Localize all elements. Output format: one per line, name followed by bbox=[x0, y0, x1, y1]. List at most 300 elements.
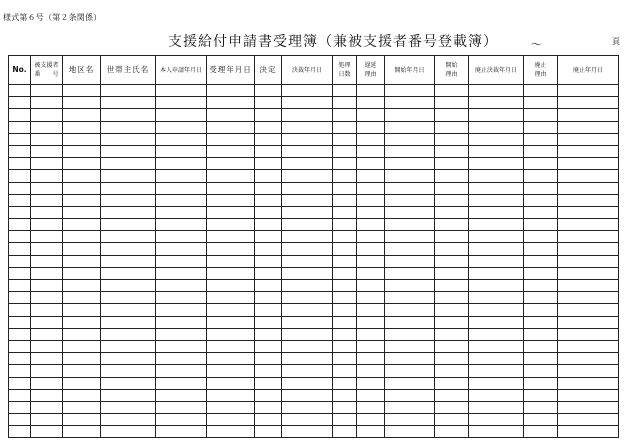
table-cell[interactable] bbox=[524, 304, 558, 316]
table-cell[interactable] bbox=[435, 109, 469, 121]
table-cell[interactable] bbox=[524, 340, 558, 352]
table-cell[interactable] bbox=[469, 267, 524, 279]
table-cell[interactable] bbox=[435, 377, 469, 389]
table-cell[interactable] bbox=[156, 426, 207, 438]
table-cell[interactable] bbox=[435, 182, 469, 194]
table-cell[interactable] bbox=[282, 121, 333, 133]
table-cell[interactable] bbox=[9, 243, 31, 255]
table-cell[interactable] bbox=[469, 353, 524, 365]
table-cell[interactable] bbox=[9, 365, 31, 377]
table-cell[interactable] bbox=[31, 231, 63, 243]
table-cell[interactable] bbox=[469, 426, 524, 438]
table-cell[interactable] bbox=[101, 85, 156, 97]
table-cell[interactable] bbox=[156, 401, 207, 413]
table-cell[interactable] bbox=[63, 353, 101, 365]
table-cell[interactable] bbox=[31, 158, 63, 170]
table-cell[interactable] bbox=[101, 97, 156, 109]
table-cell[interactable] bbox=[156, 280, 207, 292]
table-cell[interactable] bbox=[207, 121, 255, 133]
table-cell[interactable] bbox=[9, 353, 31, 365]
table-cell[interactable] bbox=[31, 353, 63, 365]
table-cell[interactable] bbox=[469, 316, 524, 328]
table-cell[interactable] bbox=[101, 414, 156, 426]
table-cell[interactable] bbox=[469, 121, 524, 133]
table-cell[interactable] bbox=[558, 121, 619, 133]
table-cell[interactable] bbox=[156, 145, 207, 157]
table-cell[interactable] bbox=[156, 255, 207, 267]
table-cell[interactable] bbox=[357, 267, 385, 279]
table-cell[interactable] bbox=[435, 158, 469, 170]
table-cell[interactable] bbox=[255, 292, 282, 304]
table-cell[interactable] bbox=[255, 145, 282, 157]
table-cell[interactable] bbox=[385, 243, 435, 255]
table-cell[interactable] bbox=[357, 109, 385, 121]
table-cell[interactable] bbox=[333, 414, 357, 426]
table-cell[interactable] bbox=[9, 426, 31, 438]
table-cell[interactable] bbox=[207, 414, 255, 426]
table-cell[interactable] bbox=[282, 109, 333, 121]
table-cell[interactable] bbox=[255, 316, 282, 328]
table-cell[interactable] bbox=[282, 280, 333, 292]
table-cell[interactable] bbox=[333, 353, 357, 365]
table-cell[interactable] bbox=[31, 401, 63, 413]
table-cell[interactable] bbox=[255, 365, 282, 377]
table-cell[interactable] bbox=[435, 231, 469, 243]
table-cell[interactable] bbox=[63, 340, 101, 352]
table-cell[interactable] bbox=[282, 328, 333, 340]
table-cell[interactable] bbox=[63, 243, 101, 255]
table-cell[interactable] bbox=[31, 426, 63, 438]
table-cell[interactable] bbox=[558, 377, 619, 389]
table-cell[interactable] bbox=[357, 389, 385, 401]
table-cell[interactable] bbox=[469, 377, 524, 389]
table-cell[interactable] bbox=[524, 353, 558, 365]
table-cell[interactable] bbox=[333, 426, 357, 438]
table-cell[interactable] bbox=[357, 158, 385, 170]
table-cell[interactable] bbox=[31, 377, 63, 389]
table-cell[interactable] bbox=[255, 206, 282, 218]
table-cell[interactable] bbox=[101, 219, 156, 231]
table-cell[interactable] bbox=[207, 97, 255, 109]
table-cell[interactable] bbox=[207, 328, 255, 340]
table-cell[interactable] bbox=[385, 219, 435, 231]
table-cell[interactable] bbox=[333, 145, 357, 157]
table-cell[interactable] bbox=[357, 85, 385, 97]
table-cell[interactable] bbox=[435, 426, 469, 438]
table-cell[interactable] bbox=[558, 304, 619, 316]
table-cell[interactable] bbox=[255, 158, 282, 170]
table-cell[interactable] bbox=[282, 267, 333, 279]
table-cell[interactable] bbox=[524, 267, 558, 279]
table-cell[interactable] bbox=[333, 316, 357, 328]
table-cell[interactable] bbox=[524, 255, 558, 267]
table-cell[interactable] bbox=[31, 340, 63, 352]
table-cell[interactable] bbox=[207, 377, 255, 389]
table-cell[interactable] bbox=[9, 280, 31, 292]
table-cell[interactable] bbox=[357, 182, 385, 194]
table-cell[interactable] bbox=[31, 255, 63, 267]
table-cell[interactable] bbox=[524, 414, 558, 426]
table-cell[interactable] bbox=[469, 133, 524, 145]
table-cell[interactable] bbox=[156, 133, 207, 145]
table-cell[interactable] bbox=[524, 292, 558, 304]
table-cell[interactable] bbox=[31, 109, 63, 121]
table-cell[interactable] bbox=[101, 158, 156, 170]
table-cell[interactable] bbox=[385, 145, 435, 157]
table-cell[interactable] bbox=[524, 231, 558, 243]
table-cell[interactable] bbox=[31, 267, 63, 279]
table-cell[interactable] bbox=[469, 194, 524, 206]
table-cell[interactable] bbox=[558, 267, 619, 279]
table-cell[interactable] bbox=[9, 97, 31, 109]
table-cell[interactable] bbox=[63, 133, 101, 145]
table-cell[interactable] bbox=[63, 219, 101, 231]
table-cell[interactable] bbox=[9, 255, 31, 267]
table-cell[interactable] bbox=[9, 340, 31, 352]
table-cell[interactable] bbox=[385, 280, 435, 292]
table-cell[interactable] bbox=[63, 401, 101, 413]
table-cell[interactable] bbox=[435, 97, 469, 109]
table-cell[interactable] bbox=[333, 340, 357, 352]
table-cell[interactable] bbox=[435, 206, 469, 218]
table-cell[interactable] bbox=[282, 97, 333, 109]
table-cell[interactable] bbox=[255, 133, 282, 145]
table-cell[interactable] bbox=[282, 401, 333, 413]
table-cell[interactable] bbox=[101, 377, 156, 389]
table-cell[interactable] bbox=[385, 267, 435, 279]
table-cell[interactable] bbox=[9, 206, 31, 218]
table-cell[interactable] bbox=[357, 377, 385, 389]
table-cell[interactable] bbox=[469, 389, 524, 401]
table-cell[interactable] bbox=[524, 170, 558, 182]
table-cell[interactable] bbox=[63, 255, 101, 267]
table-cell[interactable] bbox=[558, 365, 619, 377]
table-cell[interactable] bbox=[282, 365, 333, 377]
table-cell[interactable] bbox=[469, 243, 524, 255]
table-cell[interactable] bbox=[63, 280, 101, 292]
table-cell[interactable] bbox=[435, 85, 469, 97]
table-cell[interactable] bbox=[357, 353, 385, 365]
table-cell[interactable] bbox=[524, 280, 558, 292]
table-cell[interactable] bbox=[63, 426, 101, 438]
table-cell[interactable] bbox=[255, 255, 282, 267]
table-cell[interactable] bbox=[63, 85, 101, 97]
table-cell[interactable] bbox=[558, 97, 619, 109]
table-cell[interactable] bbox=[357, 304, 385, 316]
table-cell[interactable] bbox=[255, 170, 282, 182]
table-cell[interactable] bbox=[31, 85, 63, 97]
table-cell[interactable] bbox=[469, 280, 524, 292]
table-cell[interactable] bbox=[63, 145, 101, 157]
table-cell[interactable] bbox=[385, 292, 435, 304]
table-cell[interactable] bbox=[9, 145, 31, 157]
table-cell[interactable] bbox=[435, 414, 469, 426]
table-cell[interactable] bbox=[469, 340, 524, 352]
table-cell[interactable] bbox=[9, 377, 31, 389]
table-cell[interactable] bbox=[9, 316, 31, 328]
table-cell[interactable] bbox=[101, 328, 156, 340]
table-cell[interactable] bbox=[255, 243, 282, 255]
table-cell[interactable] bbox=[31, 194, 63, 206]
table-cell[interactable] bbox=[101, 255, 156, 267]
table-cell[interactable] bbox=[357, 170, 385, 182]
table-cell[interactable] bbox=[333, 219, 357, 231]
table-cell[interactable] bbox=[31, 292, 63, 304]
table-cell[interactable] bbox=[385, 389, 435, 401]
table-cell[interactable] bbox=[207, 353, 255, 365]
table-cell[interactable] bbox=[333, 158, 357, 170]
table-cell[interactable] bbox=[558, 328, 619, 340]
table-cell[interactable] bbox=[101, 340, 156, 352]
table-cell[interactable] bbox=[357, 328, 385, 340]
table-cell[interactable] bbox=[558, 231, 619, 243]
table-cell[interactable] bbox=[435, 304, 469, 316]
table-cell[interactable] bbox=[333, 194, 357, 206]
table-cell[interactable] bbox=[9, 182, 31, 194]
table-cell[interactable] bbox=[207, 194, 255, 206]
table-cell[interactable] bbox=[469, 182, 524, 194]
table-cell[interactable] bbox=[524, 377, 558, 389]
table-cell[interactable] bbox=[333, 121, 357, 133]
table-cell[interactable] bbox=[101, 194, 156, 206]
table-cell[interactable] bbox=[156, 158, 207, 170]
table-cell[interactable] bbox=[31, 316, 63, 328]
table-cell[interactable] bbox=[63, 97, 101, 109]
table-cell[interactable] bbox=[435, 328, 469, 340]
table-cell[interactable] bbox=[31, 182, 63, 194]
table-cell[interactable] bbox=[156, 389, 207, 401]
table-cell[interactable] bbox=[558, 170, 619, 182]
table-cell[interactable] bbox=[558, 194, 619, 206]
table-cell[interactable] bbox=[357, 426, 385, 438]
table-cell[interactable] bbox=[558, 280, 619, 292]
table-cell[interactable] bbox=[63, 328, 101, 340]
table-cell[interactable] bbox=[207, 182, 255, 194]
table-cell[interactable] bbox=[435, 316, 469, 328]
table-cell[interactable] bbox=[469, 231, 524, 243]
table-cell[interactable] bbox=[333, 304, 357, 316]
table-cell[interactable] bbox=[469, 145, 524, 157]
table-cell[interactable] bbox=[524, 85, 558, 97]
table-cell[interactable] bbox=[357, 340, 385, 352]
table-cell[interactable] bbox=[156, 365, 207, 377]
table-cell[interactable] bbox=[63, 304, 101, 316]
table-cell[interactable] bbox=[385, 328, 435, 340]
table-cell[interactable] bbox=[31, 219, 63, 231]
table-cell[interactable] bbox=[435, 292, 469, 304]
table-cell[interactable] bbox=[207, 109, 255, 121]
table-cell[interactable] bbox=[31, 133, 63, 145]
table-cell[interactable] bbox=[333, 243, 357, 255]
table-cell[interactable] bbox=[63, 158, 101, 170]
table-cell[interactable] bbox=[9, 194, 31, 206]
table-cell[interactable] bbox=[357, 194, 385, 206]
table-cell[interactable] bbox=[101, 243, 156, 255]
table-cell[interactable] bbox=[31, 389, 63, 401]
table-cell[interactable] bbox=[435, 145, 469, 157]
table-cell[interactable] bbox=[385, 231, 435, 243]
table-cell[interactable] bbox=[524, 219, 558, 231]
table-cell[interactable] bbox=[435, 389, 469, 401]
table-cell[interactable] bbox=[207, 316, 255, 328]
table-cell[interactable] bbox=[9, 292, 31, 304]
table-cell[interactable] bbox=[333, 170, 357, 182]
table-cell[interactable] bbox=[255, 267, 282, 279]
table-cell[interactable] bbox=[255, 182, 282, 194]
table-cell[interactable] bbox=[9, 133, 31, 145]
table-cell[interactable] bbox=[9, 231, 31, 243]
table-cell[interactable] bbox=[357, 145, 385, 157]
table-cell[interactable] bbox=[255, 231, 282, 243]
table-cell[interactable] bbox=[357, 133, 385, 145]
table-cell[interactable] bbox=[435, 243, 469, 255]
table-cell[interactable] bbox=[255, 280, 282, 292]
table-cell[interactable] bbox=[435, 280, 469, 292]
table-cell[interactable] bbox=[207, 145, 255, 157]
table-cell[interactable] bbox=[357, 97, 385, 109]
table-cell[interactable] bbox=[101, 145, 156, 157]
table-cell[interactable] bbox=[524, 194, 558, 206]
table-cell[interactable] bbox=[156, 97, 207, 109]
table-cell[interactable] bbox=[282, 389, 333, 401]
table-cell[interactable] bbox=[385, 426, 435, 438]
table-cell[interactable] bbox=[101, 426, 156, 438]
table-cell[interactable] bbox=[31, 365, 63, 377]
table-cell[interactable] bbox=[282, 292, 333, 304]
table-cell[interactable] bbox=[524, 426, 558, 438]
table-cell[interactable] bbox=[357, 219, 385, 231]
table-cell[interactable] bbox=[469, 219, 524, 231]
table-cell[interactable] bbox=[31, 280, 63, 292]
table-cell[interactable] bbox=[469, 206, 524, 218]
table-cell[interactable] bbox=[282, 133, 333, 145]
table-cell[interactable] bbox=[385, 255, 435, 267]
table-cell[interactable] bbox=[282, 304, 333, 316]
table-cell[interactable] bbox=[63, 377, 101, 389]
table-cell[interactable] bbox=[9, 170, 31, 182]
table-cell[interactable] bbox=[156, 109, 207, 121]
table-cell[interactable] bbox=[207, 401, 255, 413]
table-cell[interactable] bbox=[156, 206, 207, 218]
table-cell[interactable] bbox=[558, 316, 619, 328]
table-cell[interactable] bbox=[156, 231, 207, 243]
table-cell[interactable] bbox=[156, 340, 207, 352]
table-cell[interactable] bbox=[207, 85, 255, 97]
table-cell[interactable] bbox=[9, 328, 31, 340]
table-cell[interactable] bbox=[101, 389, 156, 401]
table-cell[interactable] bbox=[63, 121, 101, 133]
table-cell[interactable] bbox=[101, 401, 156, 413]
table-cell[interactable] bbox=[558, 255, 619, 267]
table-cell[interactable] bbox=[282, 377, 333, 389]
table-cell[interactable] bbox=[101, 109, 156, 121]
table-cell[interactable] bbox=[385, 401, 435, 413]
table-cell[interactable] bbox=[558, 206, 619, 218]
table-cell[interactable] bbox=[156, 292, 207, 304]
table-cell[interactable] bbox=[207, 231, 255, 243]
table-cell[interactable] bbox=[524, 365, 558, 377]
table-cell[interactable] bbox=[255, 97, 282, 109]
table-cell[interactable] bbox=[469, 328, 524, 340]
table-cell[interactable] bbox=[385, 365, 435, 377]
table-cell[interactable] bbox=[357, 292, 385, 304]
table-cell[interactable] bbox=[357, 365, 385, 377]
table-cell[interactable] bbox=[524, 328, 558, 340]
table-cell[interactable] bbox=[282, 426, 333, 438]
table-cell[interactable] bbox=[469, 304, 524, 316]
table-cell[interactable] bbox=[255, 414, 282, 426]
table-cell[interactable] bbox=[385, 340, 435, 352]
table-cell[interactable] bbox=[255, 109, 282, 121]
table-cell[interactable] bbox=[357, 316, 385, 328]
table-cell[interactable] bbox=[333, 389, 357, 401]
table-cell[interactable] bbox=[333, 328, 357, 340]
table-cell[interactable] bbox=[255, 401, 282, 413]
table-cell[interactable] bbox=[9, 304, 31, 316]
table-cell[interactable] bbox=[385, 133, 435, 145]
table-cell[interactable] bbox=[156, 304, 207, 316]
table-cell[interactable] bbox=[333, 255, 357, 267]
table-cell[interactable] bbox=[469, 170, 524, 182]
table-cell[interactable] bbox=[156, 353, 207, 365]
table-cell[interactable] bbox=[357, 206, 385, 218]
table-cell[interactable] bbox=[63, 267, 101, 279]
table-cell[interactable] bbox=[63, 389, 101, 401]
table-cell[interactable] bbox=[101, 206, 156, 218]
table-cell[interactable] bbox=[9, 267, 31, 279]
table-cell[interactable] bbox=[31, 121, 63, 133]
table-cell[interactable] bbox=[282, 231, 333, 243]
table-cell[interactable] bbox=[156, 170, 207, 182]
table-cell[interactable] bbox=[31, 170, 63, 182]
table-cell[interactable] bbox=[558, 158, 619, 170]
table-cell[interactable] bbox=[558, 219, 619, 231]
table-cell[interactable] bbox=[385, 182, 435, 194]
table-cell[interactable] bbox=[385, 85, 435, 97]
table-cell[interactable] bbox=[333, 231, 357, 243]
table-cell[interactable] bbox=[435, 170, 469, 182]
table-cell[interactable] bbox=[282, 85, 333, 97]
table-cell[interactable] bbox=[558, 145, 619, 157]
table-cell[interactable] bbox=[385, 304, 435, 316]
table-cell[interactable] bbox=[282, 219, 333, 231]
table-cell[interactable] bbox=[31, 97, 63, 109]
table-cell[interactable] bbox=[9, 414, 31, 426]
table-cell[interactable] bbox=[385, 414, 435, 426]
table-cell[interactable] bbox=[558, 426, 619, 438]
table-cell[interactable] bbox=[435, 255, 469, 267]
table-cell[interactable] bbox=[9, 401, 31, 413]
table-cell[interactable] bbox=[156, 267, 207, 279]
table-cell[interactable] bbox=[156, 316, 207, 328]
table-cell[interactable] bbox=[156, 414, 207, 426]
table-cell[interactable] bbox=[435, 121, 469, 133]
table-cell[interactable] bbox=[207, 255, 255, 267]
table-cell[interactable] bbox=[524, 182, 558, 194]
table-cell[interactable] bbox=[156, 182, 207, 194]
table-cell[interactable] bbox=[524, 206, 558, 218]
table-cell[interactable] bbox=[156, 121, 207, 133]
table-cell[interactable] bbox=[469, 255, 524, 267]
table-cell[interactable] bbox=[207, 340, 255, 352]
table-cell[interactable] bbox=[101, 292, 156, 304]
table-cell[interactable] bbox=[255, 389, 282, 401]
table-cell[interactable] bbox=[207, 365, 255, 377]
table-cell[interactable] bbox=[101, 353, 156, 365]
table-cell[interactable] bbox=[333, 267, 357, 279]
table-cell[interactable] bbox=[282, 340, 333, 352]
table-cell[interactable] bbox=[333, 401, 357, 413]
